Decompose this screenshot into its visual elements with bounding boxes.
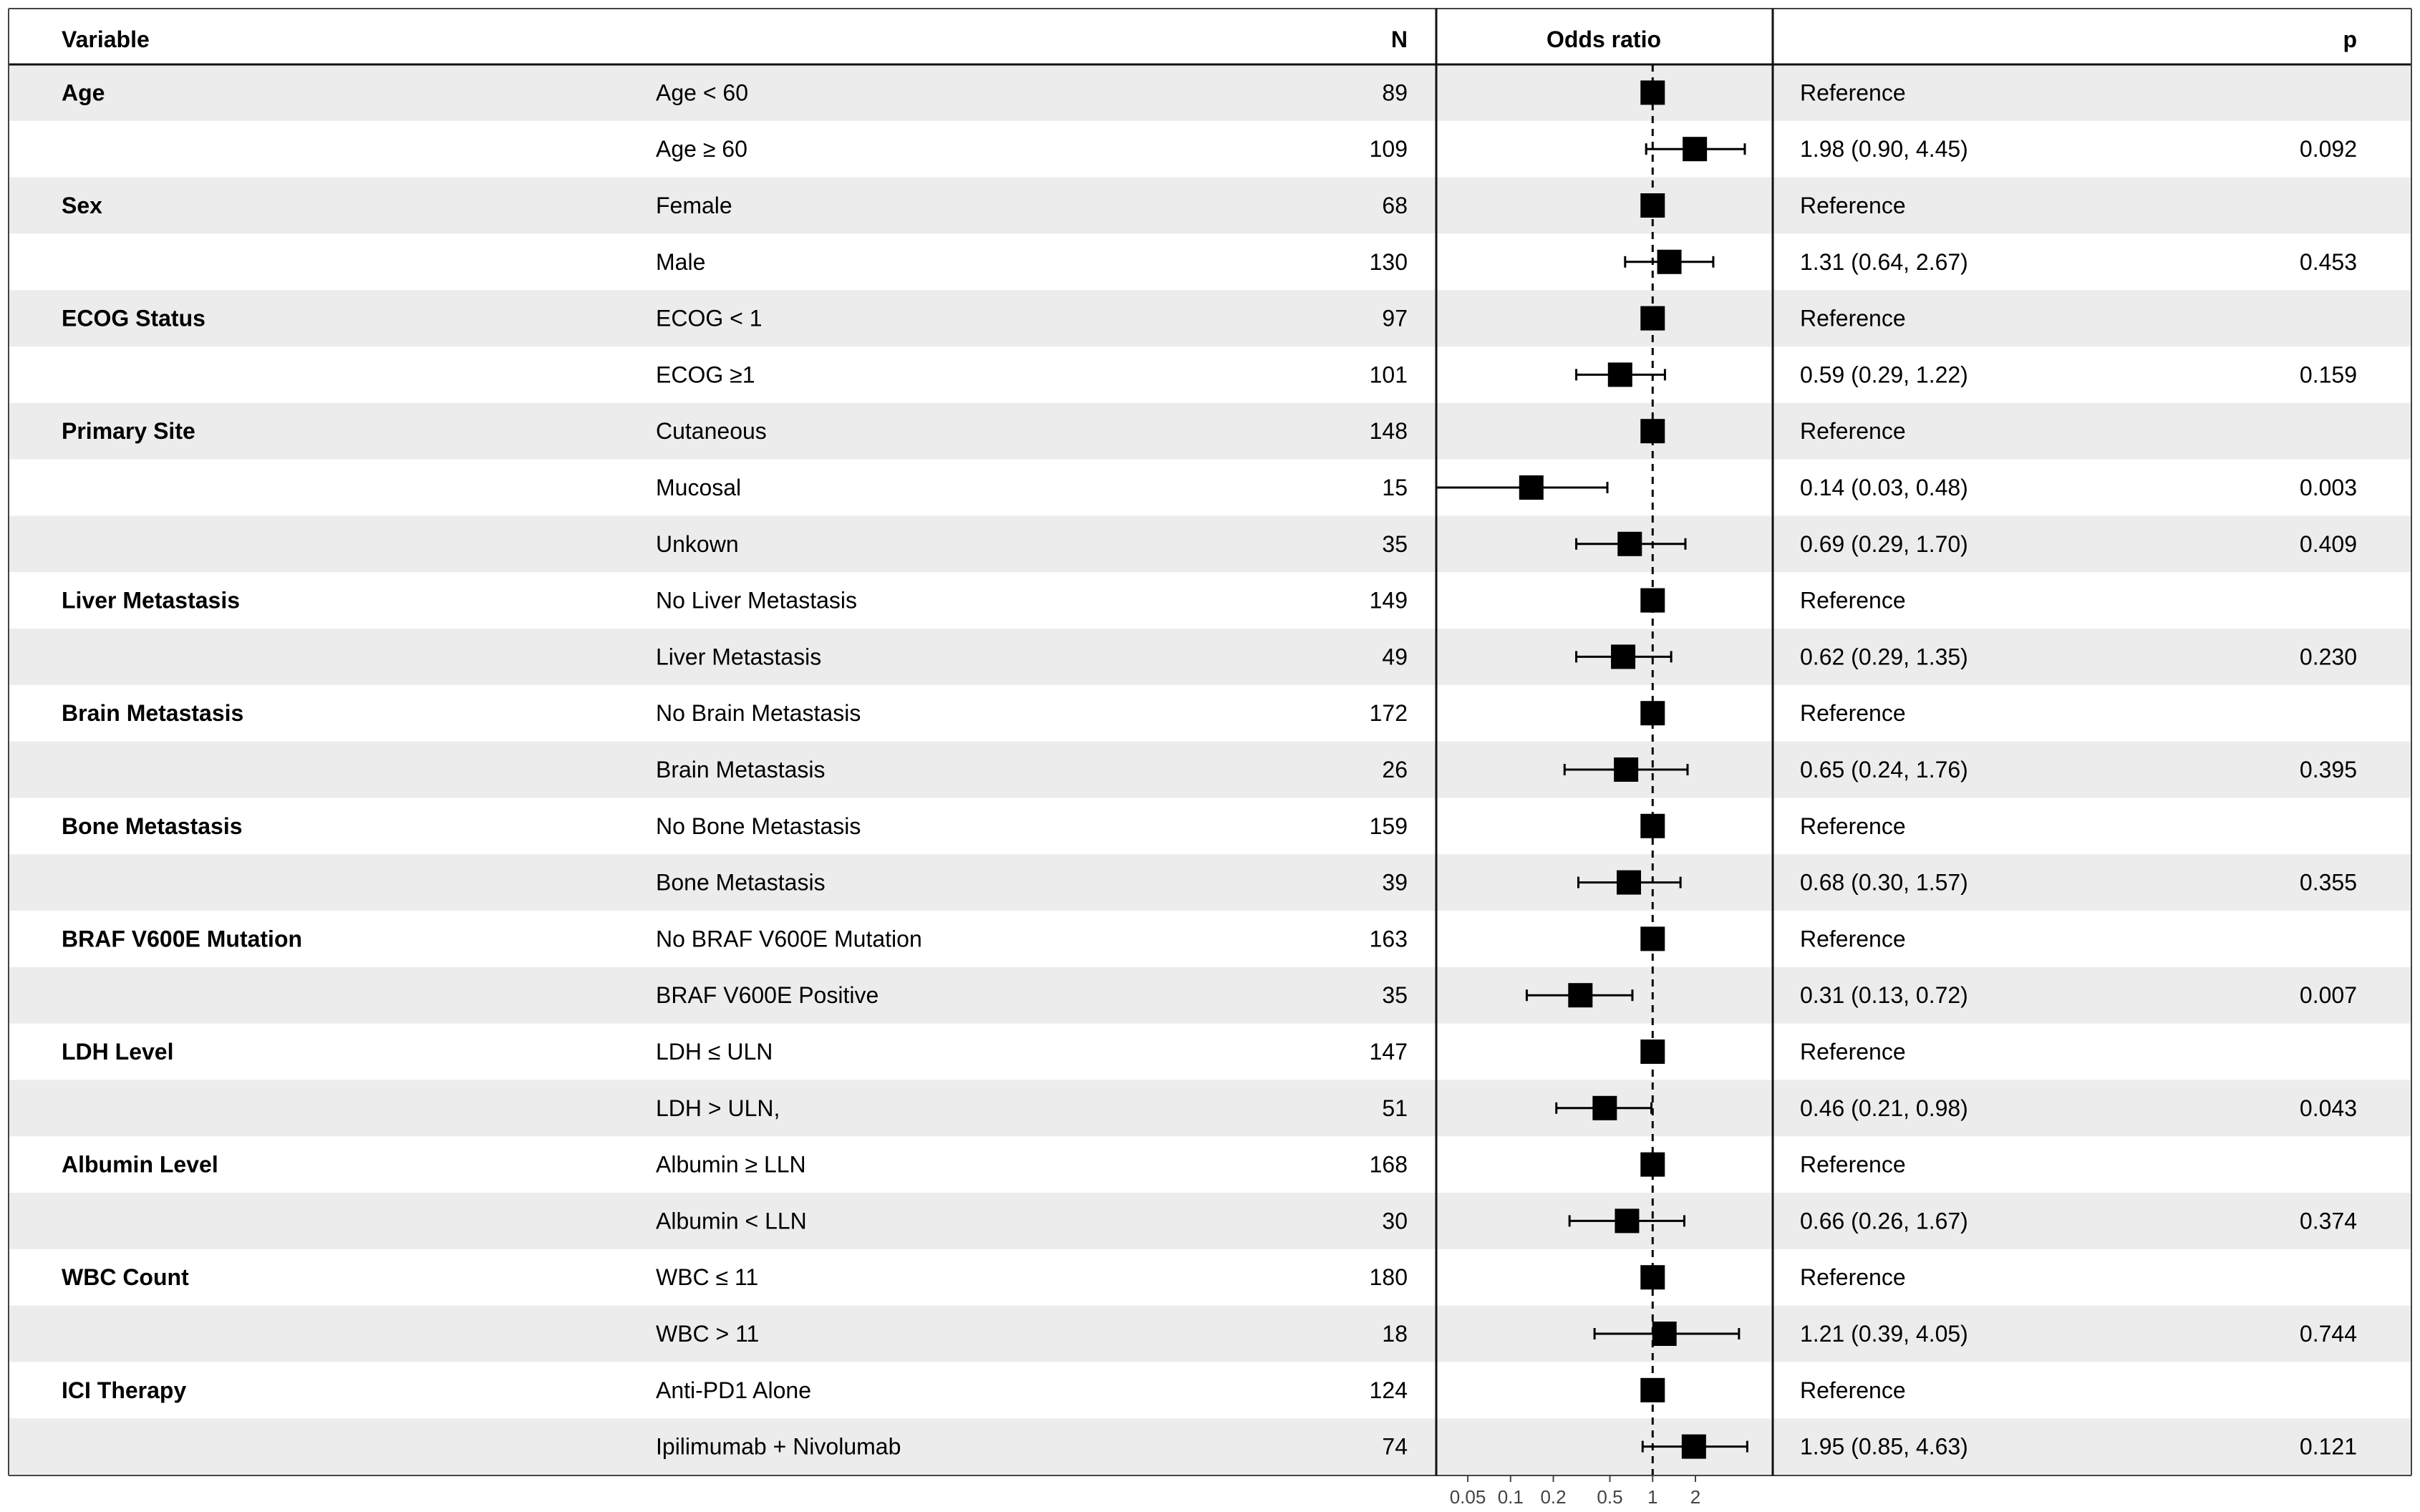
point-estimate	[1640, 588, 1665, 613]
level-label: Albumin < LLN	[656, 1208, 807, 1234]
p-value: 0.003	[2299, 475, 2357, 500]
variable-label: Albumin Level	[62, 1151, 218, 1178]
point-estimate	[1568, 983, 1592, 1007]
variable-label: Sex	[62, 193, 102, 218]
point-estimate	[1640, 80, 1665, 105]
level-label: Bone Metastasis	[656, 869, 826, 896]
row-stripe	[9, 403, 2411, 460]
point-estimate	[1611, 644, 1635, 669]
estimate-text: 0.65 (0.24, 1.76)	[1800, 757, 1968, 782]
header-odds-ratio: Odds ratio	[1546, 26, 1662, 52]
row-stripe	[9, 515, 2411, 572]
variable-label: ICI Therapy	[62, 1377, 187, 1403]
estimate-text: 0.68 (0.30, 1.57)	[1800, 869, 1968, 896]
level-label: Ipilimumab + Nivolumab	[656, 1433, 901, 1460]
p-value: 0.007	[2299, 982, 2357, 1009]
n-value: 101	[1369, 362, 1408, 388]
level-label: WBC > 11	[656, 1321, 760, 1347]
variable-label: Liver Metastasis	[62, 587, 241, 614]
estimate-text: Reference	[1800, 1377, 1906, 1403]
estimate-text: 0.14 (0.03, 0.48)	[1800, 475, 1968, 500]
point-estimate	[1617, 532, 1642, 556]
point-estimate	[1640, 306, 1665, 331]
point-estimate	[1682, 1435, 1706, 1459]
x-tick-label: 1	[1647, 1486, 1658, 1508]
n-value: 124	[1369, 1377, 1408, 1403]
estimate-text: 0.46 (0.21, 0.98)	[1800, 1095, 1968, 1121]
point-estimate	[1640, 1153, 1665, 1177]
level-label: No BRAF V600E Mutation	[656, 926, 922, 952]
p-value: 0.159	[2299, 362, 2357, 388]
x-axis	[1450, 1475, 1701, 1508]
level-label: ECOG < 1	[656, 305, 763, 331]
x-tick-label: 0.2	[1540, 1486, 1567, 1508]
estimate-text: 0.69 (0.29, 1.70)	[1800, 530, 1968, 557]
point-estimate	[1657, 250, 1682, 274]
level-label: No Liver Metastasis	[656, 587, 857, 614]
estimate-text: Reference	[1800, 305, 1906, 331]
n-value: 68	[1382, 193, 1408, 218]
x-tick-label: 0.1	[1497, 1486, 1524, 1508]
point-estimate	[1652, 1322, 1677, 1346]
row-stripe	[9, 1306, 2411, 1362]
variable-label: Bone Metastasis	[62, 813, 243, 839]
estimate-text: 1.98 (0.90, 4.45)	[1800, 136, 1968, 163]
estimate-text: 0.31 (0.13, 0.72)	[1800, 982, 1968, 1009]
estimate-text: 0.62 (0.29, 1.35)	[1800, 644, 1968, 670]
row-stripe	[9, 64, 2411, 121]
n-value: 26	[1382, 757, 1408, 782]
n-value: 168	[1369, 1151, 1408, 1178]
row-stripe	[9, 290, 2411, 346]
level-label: Anti-PD1 Alone	[656, 1377, 812, 1403]
n-value: 147	[1369, 1039, 1408, 1065]
n-value: 172	[1369, 700, 1408, 727]
point-estimate	[1640, 1040, 1665, 1064]
header-n: N	[1390, 26, 1408, 52]
level-label: Albumin ≥ LLN	[656, 1151, 806, 1178]
p-value: 0.453	[2299, 248, 2357, 275]
variable-label: Primary Site	[62, 418, 195, 445]
row-stripe	[9, 629, 2411, 685]
estimate-text: Reference	[1800, 193, 1906, 218]
level-label: ECOG ≥1	[656, 362, 755, 388]
estimate-text: Reference	[1800, 700, 1906, 727]
p-value: 0.092	[2299, 136, 2357, 163]
estimate-text: Reference	[1800, 1039, 1906, 1065]
x-tick-label: 0.05	[1449, 1486, 1486, 1508]
row-stripe	[9, 967, 2411, 1024]
estimate-text: Reference	[1800, 587, 1906, 614]
level-label: Male	[656, 248, 706, 275]
row-stripes	[9, 64, 2411, 1475]
variable-label: Brain Metastasis	[62, 700, 244, 727]
row-stripe	[9, 1080, 2411, 1136]
estimate-text: 1.31 (0.64, 2.67)	[1800, 248, 1968, 275]
level-label: Liver Metastasis	[656, 644, 822, 670]
estimate-text: 1.95 (0.85, 4.63)	[1800, 1433, 1968, 1460]
point-estimate	[1640, 193, 1665, 218]
row-stripe	[9, 178, 2411, 234]
point-estimate	[1615, 1208, 1639, 1233]
row-stripe	[9, 854, 2411, 911]
p-value: 0.230	[2299, 644, 2357, 670]
n-value: 109	[1369, 136, 1408, 163]
p-value: 0.043	[2299, 1095, 2357, 1121]
p-value: 0.744	[2299, 1321, 2357, 1347]
n-value: 49	[1382, 644, 1408, 670]
n-value: 30	[1382, 1208, 1408, 1234]
variable-label: LDH Level	[62, 1039, 174, 1065]
level-label: No Brain Metastasis	[656, 700, 861, 727]
point-estimate	[1640, 1378, 1665, 1402]
row-stripe	[9, 1193, 2411, 1249]
point-estimate	[1614, 757, 1638, 782]
point-estimate	[1519, 475, 1544, 500]
point-estimate	[1640, 926, 1665, 951]
level-label: BRAF V600E Positive	[656, 982, 879, 1009]
level-label: No Bone Metastasis	[656, 813, 861, 839]
level-label: Age ≥ 60	[656, 136, 747, 163]
estimate-text: Reference	[1800, 1264, 1906, 1291]
estimate-text: 1.21 (0.39, 4.05)	[1800, 1321, 1968, 1347]
level-label: Female	[656, 193, 732, 218]
variable-label: ECOG Status	[62, 305, 205, 331]
level-label: Brain Metastasis	[656, 757, 826, 782]
point-estimate	[1640, 701, 1665, 725]
point-estimate	[1592, 1096, 1617, 1120]
n-value: 35	[1382, 530, 1408, 557]
point-estimate	[1640, 814, 1665, 838]
level-label: WBC ≤ 11	[656, 1264, 759, 1291]
n-value: 15	[1382, 475, 1408, 500]
p-value: 0.355	[2299, 869, 2357, 896]
level-label: LDH ≤ ULN	[656, 1039, 773, 1065]
p-value: 0.409	[2299, 530, 2357, 557]
estimate-text: 0.66 (0.26, 1.67)	[1800, 1208, 1968, 1234]
point-estimate	[1640, 419, 1665, 443]
point-estimate	[1640, 1265, 1665, 1289]
n-value: 180	[1369, 1264, 1408, 1291]
n-value: 51	[1382, 1095, 1408, 1121]
variable-label: Age	[62, 79, 105, 106]
estimate-text: Reference	[1800, 1151, 1906, 1178]
n-value: 159	[1369, 813, 1408, 839]
header-p: p	[2343, 26, 2357, 52]
n-value: 130	[1369, 248, 1408, 275]
point-estimate	[1608, 362, 1632, 387]
header-variable: Variable	[62, 26, 150, 52]
n-value: 97	[1382, 305, 1408, 331]
n-value: 149	[1369, 587, 1408, 614]
estimate-text: Reference	[1800, 813, 1906, 839]
estimate-text: Reference	[1800, 79, 1906, 106]
p-value: 0.121	[2299, 1433, 2357, 1460]
n-value: 35	[1382, 982, 1408, 1009]
p-value: 0.395	[2299, 757, 2357, 782]
estimate-text: Reference	[1800, 926, 1906, 952]
p-value: 0.374	[2299, 1208, 2357, 1234]
variable-label: BRAF V600E Mutation	[62, 926, 303, 952]
variable-label: WBC Count	[62, 1264, 189, 1291]
n-value: 18	[1382, 1321, 1408, 1347]
level-label: Cutaneous	[656, 418, 767, 445]
level-label: Mucosal	[656, 475, 742, 500]
n-value: 89	[1382, 79, 1408, 106]
level-label: Age < 60	[656, 79, 748, 106]
level-label: LDH > ULN,	[656, 1095, 780, 1121]
row-stripe	[9, 1418, 2411, 1475]
estimate-text: 0.59 (0.29, 1.22)	[1800, 362, 1968, 388]
n-value: 39	[1382, 869, 1408, 896]
estimate-text: Reference	[1800, 418, 1906, 445]
row-stripe	[9, 742, 2411, 798]
x-tick-label: 2	[1690, 1486, 1701, 1508]
n-value: 74	[1382, 1433, 1408, 1460]
point-estimate	[1683, 137, 1707, 161]
n-value: 148	[1369, 418, 1408, 445]
level-label: Unkown	[656, 530, 739, 557]
point-estimate	[1617, 871, 1641, 895]
n-value: 163	[1369, 926, 1408, 952]
x-tick-label: 0.5	[1597, 1486, 1623, 1508]
